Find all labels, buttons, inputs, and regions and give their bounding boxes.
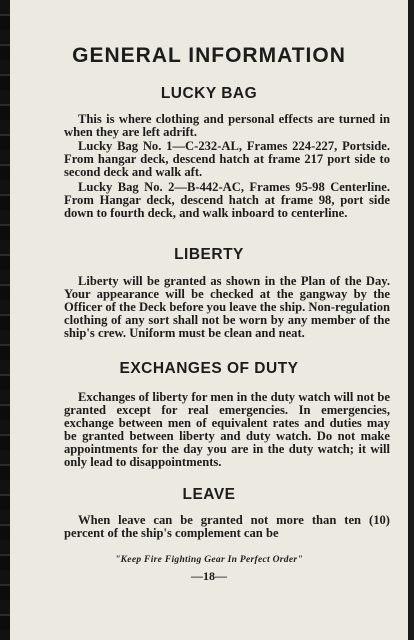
book-binding-edge bbox=[0, 0, 10, 640]
section-heading-liberty: LIBERTY bbox=[174, 246, 244, 263]
page-number: —18— bbox=[191, 569, 227, 583]
section-heading-leave: LEAVE bbox=[182, 486, 236, 503]
page-title: GENERAL INFORMATION bbox=[72, 44, 346, 67]
section-heading-lucky-bag: LUCKY BAG bbox=[160, 85, 258, 102]
paragraph-lucky-bag-1: Lucky Bag No. 1—C-232-AL, Frames 224-227, Portside. From hangar deck, descend hatch at frame 217 port side to second deck and walk aft. bbox=[64, 139, 390, 179]
paragraph-leave: When leave can be granted not more than ten (10) percent of the ship's complement can be bbox=[64, 513, 390, 540]
paragraph-liberty: Liberty will be granted as shown in the Plan of the Day. Your appearance will be checked at the gangway by the Officer of the Deck before you leave the ship. Non-regulation clothing of any sort shall not be worn by any member of the ship's crew. Uniform must be clean and neat. bbox=[64, 274, 390, 340]
footer-motto: "Keep Fire Fighting Gear In Perfect Order" bbox=[115, 555, 303, 565]
book-page bbox=[10, 0, 408, 640]
section-heading-exchanges-of-duty: EXCHANGES OF DUTY bbox=[119, 360, 299, 377]
paragraph-lucky-bag-2: Lucky Bag No. 2—B-442-AC, Frames 95-98 Centerline. From Hangar deck, descend hatch at frame 98, port side down to fourth deck, and walk inboard to centerline. bbox=[64, 180, 390, 220]
paragraph-lucky-bag-intro: This is where clothing and personal effects are turned in when they are left adrift. bbox=[64, 112, 390, 139]
paragraph-exchanges-of-duty: Exchanges of liberty for men in the duty watch will not be granted except for real emergencies. In emergencies, exchange between men of equivalent rates and duties may be granted between liberty and duty watch. Do not make appointments for the day you are in the duty watch; it will only lead to disappointments. bbox=[64, 390, 390, 469]
